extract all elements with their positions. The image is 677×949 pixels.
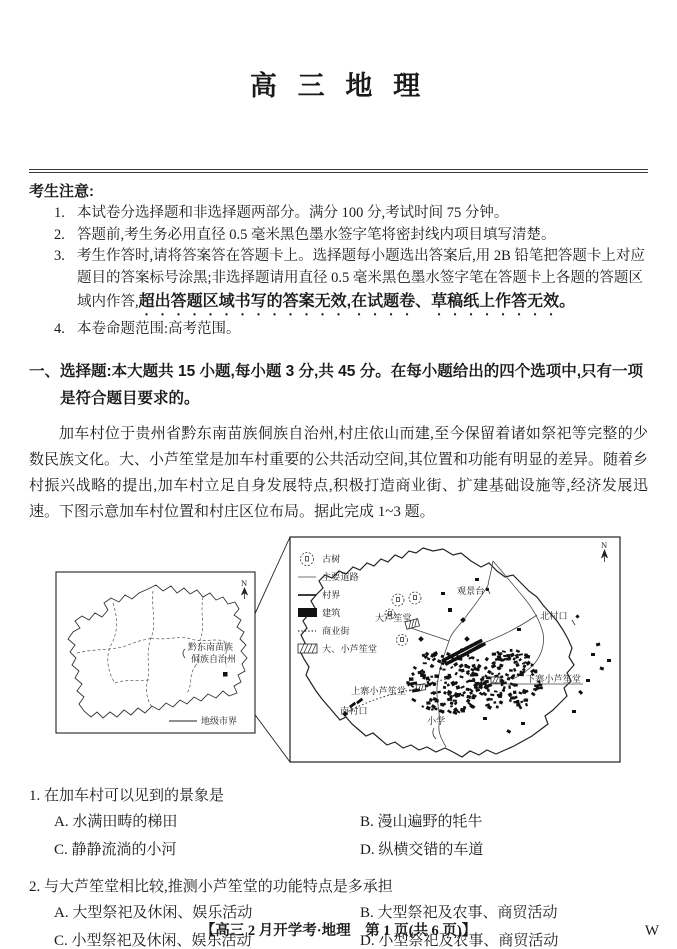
building-rect <box>493 701 496 704</box>
notice-item-text: 本试卷分选择题和非选择题两部分。满分 100 分,考试时间 75 分钟。 <box>77 205 509 221</box>
building-rect <box>525 654 530 658</box>
building-rect <box>418 670 422 673</box>
page-footer-mark: W <box>644 923 659 939</box>
viewing-platform-label: 观景台 <box>457 585 485 596</box>
building-rect <box>492 652 496 655</box>
question-stem: 1. 在加车村可以见到的景象是 <box>29 787 225 804</box>
building-rect <box>475 673 478 676</box>
notice-item-text: 考生作答时,请将答案答在答题卡上。选择题每小题选出答案后,用 2B 铅笔把答题卡上对应题目的答案标号涂黑;非选择题请用直径 0.5 毫米黑色墨水签字笔在答题卡上各题的答题区域内作答, <box>77 248 645 310</box>
village-map <box>290 537 620 762</box>
building-rect <box>440 702 444 706</box>
building-rect <box>524 698 528 702</box>
building-rect <box>497 693 501 696</box>
upper-small-hall-label: 上寨小芦笙堂 <box>351 685 407 696</box>
section-heading: 一、选择题:本大题共 15 小题,每小题 3 分,共 45 分。在每小题给出的四个选项中,只有一项是符合题目要求的。 <box>29 362 644 407</box>
building-rect <box>503 654 506 656</box>
south-entrance-label: 南村口 <box>340 705 368 716</box>
option-b: B. 漫山遍野的牦牛 <box>360 813 483 830</box>
building-rect <box>427 680 430 683</box>
city-boundary-legend-label: 地级市界 <box>201 715 238 726</box>
building-rect <box>519 672 524 675</box>
notice-item-number: 4. <box>54 321 65 337</box>
building-rect <box>477 666 480 668</box>
passage-text: 加车村位于贵州省黔东南苗族侗族自治州,村庄依山而建,至今保留着诸如祭祀等完整的少数民族文化。大、小芦笙堂是加车村重要的公共活动空间,其位置和功能有明显的差异。随着乡村振兴战略的提出,加车村立足自身发展特点,积极打造商业街、扩建基础设施等,经济发展迅速。下图示意加车村位置和村庄区位布局。据此完成 1~3 题。 <box>29 425 648 520</box>
option-a: A. 大型祭祀及休闲、娱乐活动 <box>54 904 253 921</box>
province-map-frame <box>56 572 255 733</box>
building-rect <box>470 679 473 681</box>
location-figure-svg <box>53 533 623 768</box>
building-rect <box>509 669 513 672</box>
province-map <box>56 572 255 733</box>
notice-item-text: 本卷命题范围:高考范围。 <box>77 321 241 337</box>
building-rect <box>482 676 485 679</box>
page-footer: 【高三 2 月开学考·地理 第 1 页(共 6 页)】 <box>200 923 477 939</box>
notice-item <box>54 246 648 319</box>
building-rect <box>486 676 490 679</box>
building-rect <box>434 674 439 678</box>
building-rect <box>513 700 516 703</box>
building-rect <box>500 675 503 678</box>
building-rect <box>453 699 457 701</box>
legend-label-village-boundary: 村界 <box>322 589 341 600</box>
legend-label-lusheng-hall: 大、小芦笙堂 <box>322 643 378 654</box>
question-options <box>54 808 648 864</box>
legend-label-commercial-street: 商业街 <box>322 625 350 636</box>
big-lusheng-hall-label: 大芦笙堂 <box>375 612 412 623</box>
option-d: D. 纵横交错的车道 <box>360 841 484 858</box>
building-rect <box>426 701 431 705</box>
building-rect <box>510 648 513 651</box>
building-rect <box>465 664 468 667</box>
lower-small-hall-label: 下寨小芦笙堂 <box>526 673 582 684</box>
building-rect <box>444 681 447 684</box>
building-rect <box>409 677 414 681</box>
region-label-line2: 侗族自治州 <box>191 653 237 664</box>
building-rect <box>461 709 465 712</box>
compass-n-label: N <box>601 539 608 550</box>
legend-label-main-road: 主要道路 <box>322 571 359 582</box>
figure-maps <box>53 533 648 773</box>
header-divider <box>29 169 648 173</box>
building-rect <box>513 690 517 694</box>
building-rect <box>487 688 490 691</box>
notice-item <box>54 203 648 225</box>
building-rect <box>538 686 542 689</box>
building-rect <box>442 668 445 670</box>
notice-item <box>54 319 648 341</box>
page-title: 高 三 地 理 <box>249 71 428 101</box>
building-rect <box>430 675 433 677</box>
building-rect <box>516 703 520 706</box>
option-b: B. 大型祭祀及农事、商贸活动 <box>360 904 558 921</box>
notice-item-emphasis: 超出答题区域书写的答案无效,在试题卷、草稿纸上作答无效。 <box>138 293 576 310</box>
building-rect <box>443 685 446 688</box>
building-rect <box>423 662 427 664</box>
building-rect <box>498 652 503 655</box>
legend-building-icon <box>298 608 317 617</box>
building-rect <box>489 698 492 700</box>
building-rect <box>473 666 476 670</box>
jiache-village-marker <box>223 672 228 677</box>
notice-section <box>29 180 648 341</box>
notice-item-number: 3. <box>54 248 65 264</box>
primary-school-label: 小学 <box>427 715 446 726</box>
option-d: D. 小型祭祀及农事、商贸活动 <box>360 932 559 949</box>
notice-item-number: 1. <box>54 205 65 221</box>
building-rect <box>496 705 499 708</box>
legend-label-ancient-tree: 古树 <box>322 553 341 564</box>
compass-n-label: N <box>241 577 248 588</box>
legend-label-building: 建筑 <box>322 607 341 618</box>
north-entrance-label: 北村口 <box>540 610 568 621</box>
notice-item <box>54 225 648 247</box>
option-a: A. 水满田畴的梯田 <box>54 813 178 830</box>
region-label-line1: 黔东南苗族 <box>188 641 234 652</box>
notice-list <box>29 203 648 341</box>
question-stem: 2. 与大芦笙堂相比较,推测小芦笙堂的功能特点是多承担 <box>29 878 393 895</box>
building-rect <box>482 681 486 684</box>
building-rect <box>534 670 537 673</box>
building-rect <box>510 696 514 699</box>
building-rect <box>522 690 525 693</box>
option-c: C. 静静流淌的小河 <box>54 841 177 858</box>
legend-lusheng-hall-icon <box>298 644 317 653</box>
option-c: C. 小型祭祀及休闲、娱乐活动 <box>54 932 252 949</box>
notice-heading: 考生注意: <box>29 183 94 200</box>
question-block <box>29 784 648 864</box>
notice-item-text: 答题前,考生务必用直径 0.5 毫米黑色墨水签字笔将密封线内项目填写清楚。 <box>77 226 556 243</box>
notice-item-number: 2. <box>54 226 65 243</box>
lower-small-hall-symbol <box>491 677 500 683</box>
